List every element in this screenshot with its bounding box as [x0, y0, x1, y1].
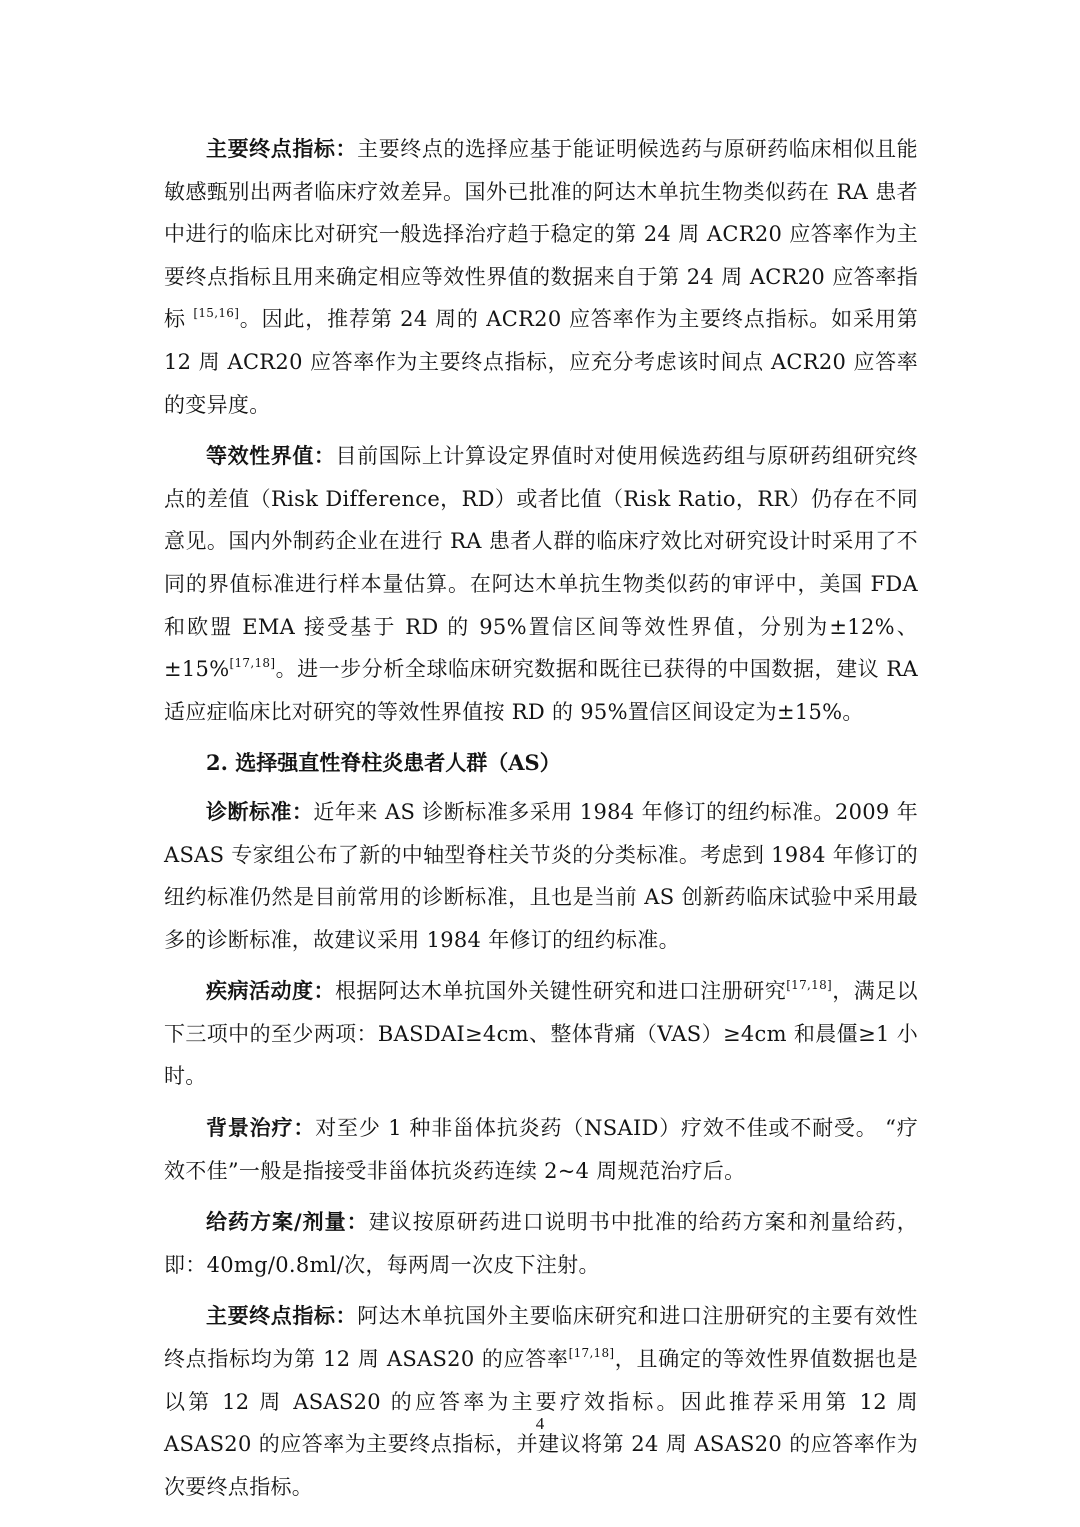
- paragraph-text: 近年来 AS 诊断标准多采用 1984 年修订的纽约标准。2009 年 ASAS 专家组公布了新的中轴型脊柱关节炎的分类标准。考虑到 1984 年修订的纽约标准仍然是目前常用的诊断标准，且也是当前 AS 创新药临床试验中采用最多的诊断标准，故建议采用 1984 年修订的纽约标准。: [164, 799, 918, 952]
- paragraph-lead: 疾病活动度：: [206, 978, 335, 1004]
- section-heading: 2. 选择强直性脊柱炎患者人群（AS）: [206, 750, 561, 776]
- primary-endpoint-as-paragraph: [164, 1295, 918, 1508]
- citation-ref: [17,18]: [786, 978, 833, 993]
- paragraph-text: 对至少 1 种非甾体抗炎药（NSAID）疗效不佳或不耐受。 “疗效不佳”一般是指接受非甾体抗炎药连续 2~4 周规范治疗后。: [164, 1116, 919, 1183]
- paragraph-text: 根据阿达木单抗国外关键性研究和进口注册研究: [334, 979, 787, 1004]
- page-number: 4: [535, 1414, 545, 1433]
- paragraph-lead: 给药方案/剂量：: [206, 1209, 369, 1235]
- background-therapy-paragraph: [164, 1107, 918, 1192]
- paragraph-lead: 等效性界值：: [206, 443, 336, 469]
- paragraph-text: ，满足以下三项中的至少两项：BASDAI≥4cm、整体背痛（VAS）≥4cm 和晨僵≥1 小时。: [164, 979, 918, 1089]
- equivalence-margin-paragraph: [164, 435, 918, 733]
- paragraph-lead: 主要终点指标：: [206, 136, 358, 161]
- paragraph-text: 主要终点的选择应基于能证明候选药与原研药临床相似且能敏感甄别出两者临床疗效差异。国外已批准的阿达木单抗生物类似药在 RA 患者中进行的临床比对研究一般选择治疗趋于稳定的第 24 周 ACR20 应答率作为主要终点指标且用来确定相应等效性界值的数据来自于第 24 周 ACR20 应答率指标: [164, 137, 918, 332]
- primary-endpoint-ra-paragraph: [164, 128, 918, 426]
- paragraph-lead: 主要终点指标：: [206, 1303, 358, 1329]
- paragraph-lead: 背景治疗：: [206, 1115, 316, 1141]
- paragraph-lead: 诊断标准：: [206, 798, 314, 824]
- paragraph-text: 阿达木单抗国外主要临床研究和进口注册研究的主要有效性终点指标均为第 12 周 ASAS20 的应答率: [164, 1304, 918, 1372]
- diagnostic-criteria-paragraph: [164, 791, 918, 961]
- citation-ref: [17,18]: [568, 1346, 615, 1361]
- document-body: [164, 128, 918, 1517]
- paragraph-text: 。进一步分析全球临床研究数据和既往已获得的中国数据，建议 RA 适应症临床比对研究的等效性界值按 RD 的 95%置信区间设定为±15%。: [164, 657, 918, 724]
- citation-ref: [17,18]: [229, 656, 276, 671]
- paragraph-text: 。因此，推荐第 24 周的 ACR20 应答率作为主要终点指标。如采用第 12 周 ACR20 应答率作为主要终点指标，应充分考虑该时间点 ACR20 应答率的变异度。: [164, 307, 918, 417]
- paragraph-text: 目前国际上计算设定界值时对使用候选药组与原研药组研究终点的差值（Risk Difference，RD）或者比值（Risk Ratio，RR）仍存在不同意见。国内外制药企业在进行 RA 患者人群的临床疗效比对研究设计时采用了不同的界值标准进行样本量估算。在阿达木单抗生物类似药的审评中，美国 FDA 和欧盟 EMA 接受基于 RD 的 95%置信区间等效性界值，分别为±12%、±15%: [164, 444, 918, 682]
- paragraph-text: ，且确定的等效性界值数据也是以第 12 周 ASAS20 的应答率为主要疗效指标。因此推荐采用第 12 周 ASAS20 的应答率为主要终点指标，并建议将第 24 周 ASAS20 的应答率作为次要终点指标。: [164, 1347, 918, 1499]
- citation-ref: [15,16]: [193, 306, 240, 321]
- disease-activity-paragraph: [164, 970, 918, 1098]
- paragraph-text: 建议按原研药进口说明书中批准的给药方案和剂量给药，即：40mg/0.8ml/次，每两周一次皮下注射。: [164, 1210, 919, 1277]
- dosing-regimen-paragraph: [164, 1201, 918, 1286]
